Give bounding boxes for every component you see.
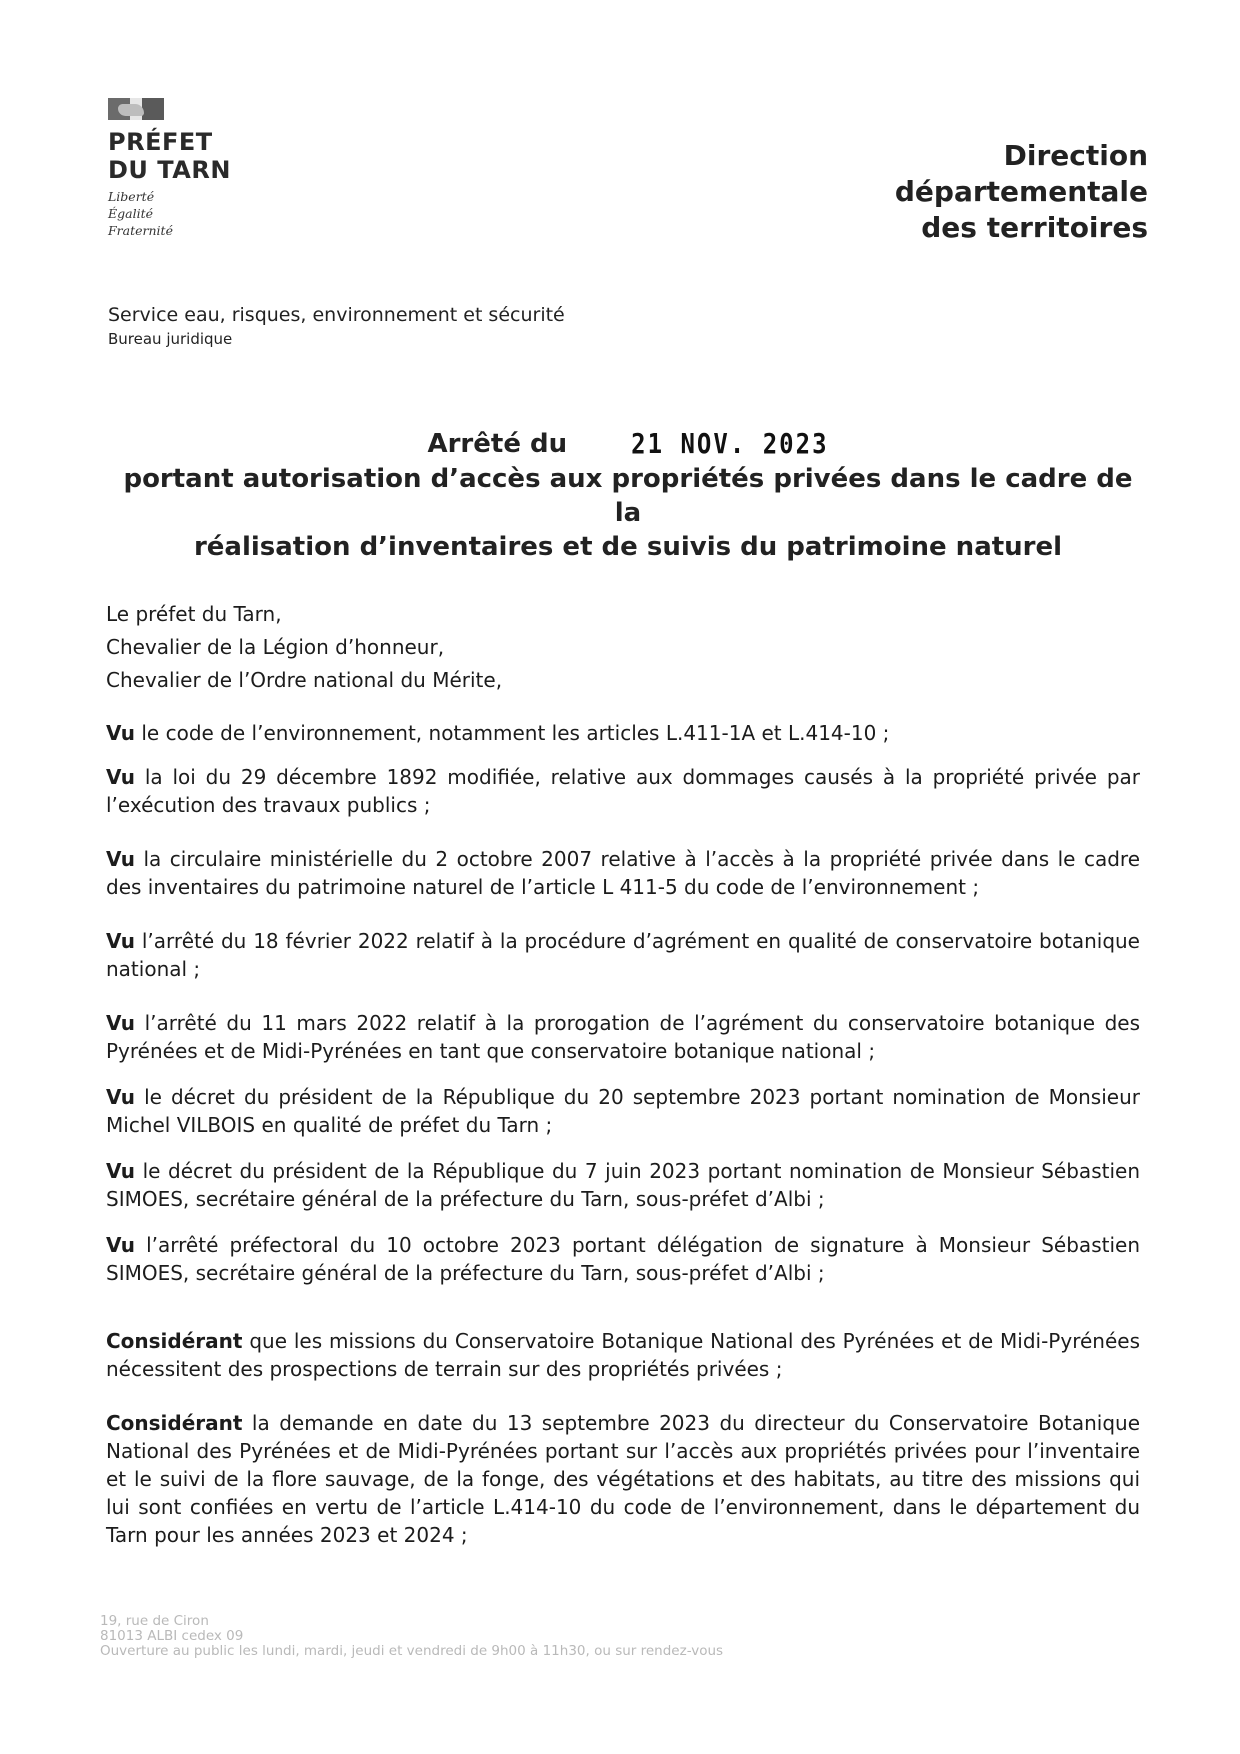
visa-paragraph: Vu le décret du président de la République du 7 juin 2023 portant nomination de Monsieur Sébastien SIMOES, secrétaire général de la préfecture du Tarn, sous-préfet d’Albi ; (106, 1159, 1140, 1211)
service-name: Service eau, risques, environnement et sécurité (108, 304, 565, 326)
direction-title: Direction départementale des territoires (894, 139, 1148, 244)
title-line-3: réalisation d’inventaires et de suivis du patrimoine naturel (193, 532, 1063, 562)
marianne-logo-icon (108, 94, 180, 122)
visa-paragraph: Vu le décret du président de la République du 20 septembre 2023 portant nomination de Monsieur Michel VILBOIS en qualité de préfet du Tarn ; (106, 1085, 1140, 1137)
document-title (108, 426, 1148, 564)
visa-paragraph: Vu l’arrêté préfectoral du 10 octobre 2023 portant délégation de signature à Monsieur Sébastien SIMOES, secrétaire général de la préfecture du Tarn, sous-préfet d’Albi ; (106, 1233, 1140, 1285)
footer-address: 19, rue de Ciron 81013 ALBI cedex 09 Ouverture au public les lundi, mardi, jeudi et vendredi de 9h00 à 11h30, ou sur rendez-vous (100, 1613, 724, 1659)
prefet-title: PRÉFET DU TARN (108, 128, 231, 184)
republic-motto: Liberté Égalité Fraternité (108, 189, 173, 238)
visa-paragraph: Vu la circulaire ministérielle du 2 octobre 2007 relative à l’accès à la propriété privée dans le cadre des inventaires du patrimoine naturel de l’article L 411-5 du code de l’environnement ; (106, 847, 1140, 899)
considerant-paragraph: Considérant la demande en date du 13 septembre 2023 du directeur du Conservatoire Botanique National des Pyrénées et de Midi-Pyrénées portant sur l’accès aux propriétés privées pour l’inventaire et le suivi de la flore sauvage, de la fonge, des végétations et des habitats, au titre des missions qui lui sont confiées en vertu de l’article L.414-10 du code de l’environnement, dans le département du Tarn pour les années 2023 et 2024 ; (106, 1411, 1140, 1547)
title-prefix: Arrêté du (427, 429, 568, 459)
document-body (106, 598, 1140, 1549)
prefet-intro: Le préfet du Tarn, Chevalier de la Légion d’honneur, Chevalier de l’Ordre national du Mérite, (106, 602, 503, 692)
visa-paragraph: Vu la loi du 29 décembre 1892 modifiée, relative aux dommages causés à la propriété privée par l’exécution des travaux publics ; (106, 765, 1140, 817)
service-block (108, 302, 565, 350)
visa-paragraph: Vu le code de l’environnement, notamment les articles L.411-1A et L.414-10 ; (106, 721, 890, 745)
date-stamp: 21 NOV. 2023 (631, 427, 829, 461)
visa-paragraph: Vu l’arrêté du 11 mars 2022 relatif à la prorogation de l’agrément du conservatoire botanique des Pyrénées et de Midi-Pyrénées en tant que conservatoire botanique national ; (106, 1011, 1140, 1063)
visa-paragraph: Vu l’arrêté du 18 février 2022 relatif à la procédure d’agrément en qualité de conservatoire botanique national ; (106, 929, 1140, 981)
considerant-paragraph: Considérant que les missions du Conservatoire Botanique National des Pyrénées et de Midi-Pyrénées nécessitent des prospections de terrain sur des propriétés privées ; (106, 1329, 1140, 1381)
title-line-2: portant autorisation d’accès aux propriétés privées dans le cadre de la (123, 464, 1133, 528)
prefecture-logo-block (108, 94, 231, 239)
bureau-name: Bureau juridique (108, 330, 233, 348)
